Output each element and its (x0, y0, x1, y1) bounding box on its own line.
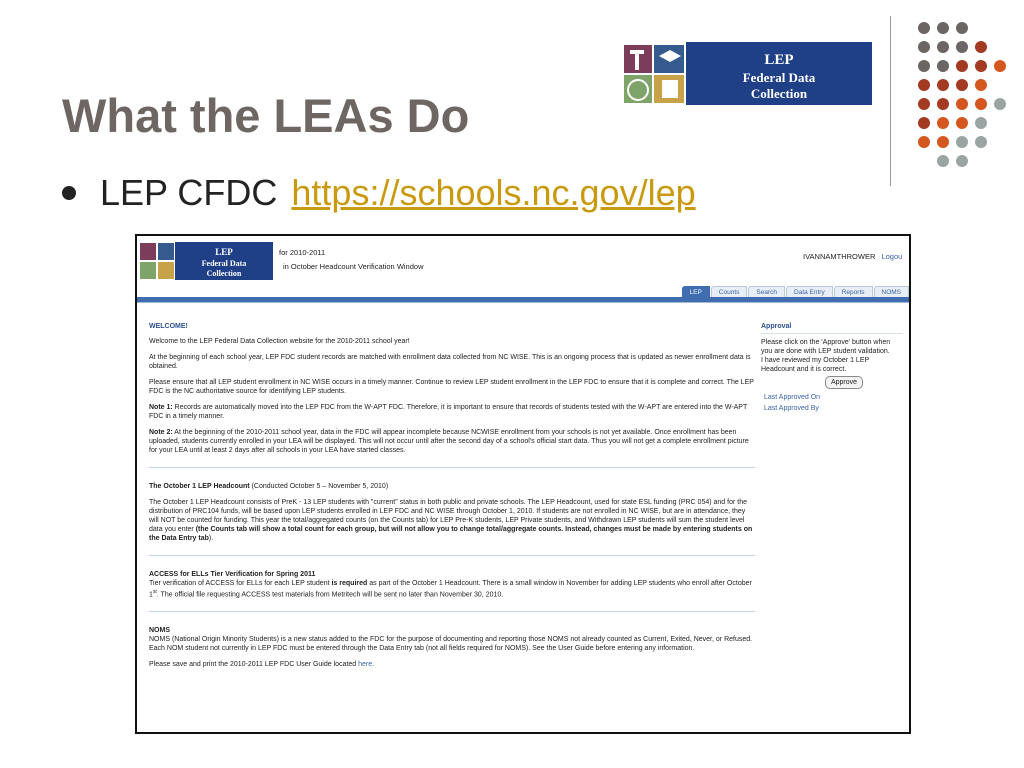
approval-panel (761, 322, 903, 415)
decorative-dot (994, 60, 1006, 72)
decorative-dot (956, 155, 968, 167)
user-guide-text: Please save and print the 2010-2011 LEP FDC User Guide located (149, 661, 359, 669)
logout-link[interactable]: Logou (881, 252, 903, 261)
decorative-dot (918, 117, 930, 129)
tab-reports[interactable]: Reports (834, 286, 873, 298)
access-required: is required (329, 580, 368, 587)
user-info (803, 252, 902, 261)
decorative-dot (975, 79, 987, 91)
decorative-dot (956, 136, 968, 148)
approval-title: Approval (761, 322, 903, 334)
bullet-item (62, 172, 696, 214)
decorative-dot (918, 98, 930, 110)
section-divider (149, 611, 755, 612)
bullet-dot-icon (62, 186, 76, 200)
decorative-dot (994, 98, 1006, 110)
decorative-dot (937, 98, 949, 110)
section-divider (149, 467, 755, 468)
decorative-dot (956, 79, 968, 91)
mini-logo-line3: Collection (206, 269, 242, 278)
note-1 (149, 403, 755, 421)
note-1-text: Records are automatically moved into the LEP FDC from the W-APT FDC. Therefore, it is important to ensure that records of students tested with the W-APT are entered into the W-APT FDC in a timely manner. (149, 404, 748, 420)
tab-lep[interactable]: LEP (682, 286, 710, 298)
access-text-b: as part of the October 1 Headcount. There is a small window in November for adding LEP students who enroll after October 1 (149, 580, 752, 599)
october-title: The October 1 LEP Headcount (149, 483, 250, 490)
main-content (149, 322, 755, 676)
note-2-text: At the beginning of the 2010-2011 school year, data in the FDC will appear incomplete because NCWISE enrollment from your schools is not yet available. Once enrollment has been uploaded, students currently enrolled in your LEA will be displayed. This will not occur until after the second day of a school's official start data. Thus you will not get a complete enrollment picture for your LEA until at least 2 days after all schools in your LEA have started classes. (149, 429, 749, 454)
access-text-a: Tier verification of ACCESS for ELLs for each LEP student (149, 580, 330, 587)
october-text: The October 1 LEP Headcount consists of PreK - 13 LEP students with "current" status in both public and private schools. The LEP Headcount, used for state ESL funding (PRC 054) and for the distribution of PRC104 funds, will be based upon LEP students enrolled in LEP FDC and NC WISE through October 1, 2010. If students are not enrolled in NC WISE, but are in attendance, they will NOT be counted for funding. This year the total/aggregated counts (on the Counts tab) for LEP Pre-K students, LEP Private students, and Withdrawn LEP students will sum the student level data you enter (149, 499, 747, 533)
october-heading (149, 482, 755, 491)
decorative-dot (937, 155, 949, 167)
bullet-text: LEP CFDC (100, 172, 278, 213)
logo-line2: Federal Data (742, 70, 816, 85)
decorative-dot (937, 60, 949, 72)
tab-counts[interactable]: Counts (711, 286, 748, 298)
last-approved-by-link[interactable]: Last Approved By (764, 405, 819, 412)
access-body (149, 579, 755, 599)
approve-button[interactable]: Approve (825, 376, 863, 389)
note-2-label: Note 2: (149, 429, 173, 436)
logo-line3: Collection (750, 86, 808, 101)
lep-link[interactable]: https://schools.nc.gov/lep (291, 172, 696, 213)
access-superscript: st (152, 589, 157, 595)
lep-fdc-logo (622, 42, 872, 105)
decorative-dot (956, 41, 968, 53)
october-end: ). (208, 535, 214, 542)
lep-fdc-screenshot (135, 234, 911, 734)
decorative-dot (975, 41, 987, 53)
lep-fdc-mini-logo (139, 242, 273, 280)
tab-search[interactable]: Search (748, 286, 785, 298)
decorative-dot (956, 60, 968, 72)
mini-logo-line1: LEP (215, 247, 233, 257)
decorative-dot (918, 60, 930, 72)
app-header (137, 236, 909, 288)
decorative-dot (975, 98, 987, 110)
october-bold-text: (the Counts tab will show a total count for each group, but will not allow you to change total/aggregate counts. Instead, changes must be made by entering students on the Data Entry tab (149, 526, 753, 542)
username: IVANNAMTHROWER (803, 252, 876, 261)
decorative-dot (937, 136, 949, 148)
note-2 (149, 428, 755, 455)
user-guide-link[interactable]: here. (358, 661, 375, 669)
october-body (149, 498, 755, 543)
section-divider (149, 555, 755, 556)
decorative-dot (975, 136, 987, 148)
tab-underline-light (137, 302, 909, 303)
user-guide-line (149, 660, 755, 669)
last-approved-on-link[interactable]: Last Approved On (764, 394, 821, 401)
decorative-dot (918, 22, 930, 34)
decorative-dot (918, 136, 930, 148)
noms-title: NOMS (149, 627, 170, 635)
decorative-dot (937, 79, 949, 91)
note-1-label: Note 1: (149, 404, 173, 411)
tab-noms[interactable]: NOMS (874, 286, 910, 298)
october-subtitle: (Conducted October 5 – November 5, 2010) (249, 483, 389, 490)
decorative-dot (956, 117, 968, 129)
mini-logo-line2: Federal Data (201, 259, 247, 268)
decorative-dot (937, 41, 949, 53)
decorative-dot (975, 60, 987, 72)
approval-reviewed: I have reviewed my October 1 LEP Headcount and it is correct. (761, 357, 870, 373)
slide-title: What the LEAs Do (62, 89, 470, 142)
decorative-dot (975, 117, 987, 129)
noms-body: NOMS (National Origin Minority Students) is a new status added to the FDC for the purpose of documenting and reporting those NOMS not already counted as Current, Exited, Never, or Refused. Each NOM student not currently in LEP FDC must be entered through the Data Entry tab (not all fields required for NOMS). See the User Guide before entering any information. (149, 636, 753, 653)
access-section (149, 570, 755, 579)
decorative-dot (918, 41, 930, 53)
decorative-dot (918, 79, 930, 91)
noms-section (149, 626, 755, 635)
welcome-paragraph: Welcome to the LEP Federal Data Collection website for the 2010-2011 school year! (149, 338, 410, 345)
school-year-label: for 2010-2011 (279, 248, 326, 257)
decorative-dot (937, 22, 949, 34)
matching-paragraph: At the beginning of each school year, LEP FDC student records are matched with enrollment data collected from NC WISE. This is an ongoing process that is updated as newer enrollment data is obtained. (149, 354, 751, 370)
vertical-divider (890, 16, 891, 186)
enrollment-paragraph: Please ensure that all LEP student enrollment in NC WISE occurs in a timely manner. Continue to review LEP student enrollment in the LEP FDC to ensure that it is complete and correct. The LEP FDC is the NC authoritative source for identifying LEP students. (149, 379, 754, 395)
decorative-dot (956, 22, 968, 34)
access-text-c: . The official file requesting ACCESS test materials from Metritech will be sent no later than November 30, 2010. (156, 591, 504, 599)
approval-instructions: Please click on the 'Approve' button when you are done with LEP student validation. (761, 339, 891, 355)
decorative-dot (956, 98, 968, 110)
logo-line1: LEP (764, 52, 794, 68)
welcome-heading: WELCOME! (149, 323, 188, 330)
window-label: in October Headcount Verification Window (283, 262, 424, 271)
tab-data-entry[interactable]: Data Entry (786, 286, 833, 298)
access-title: ACCESS for ELLs Tier Verification for Spring 2011 (149, 571, 316, 578)
decorative-dot (937, 117, 949, 129)
